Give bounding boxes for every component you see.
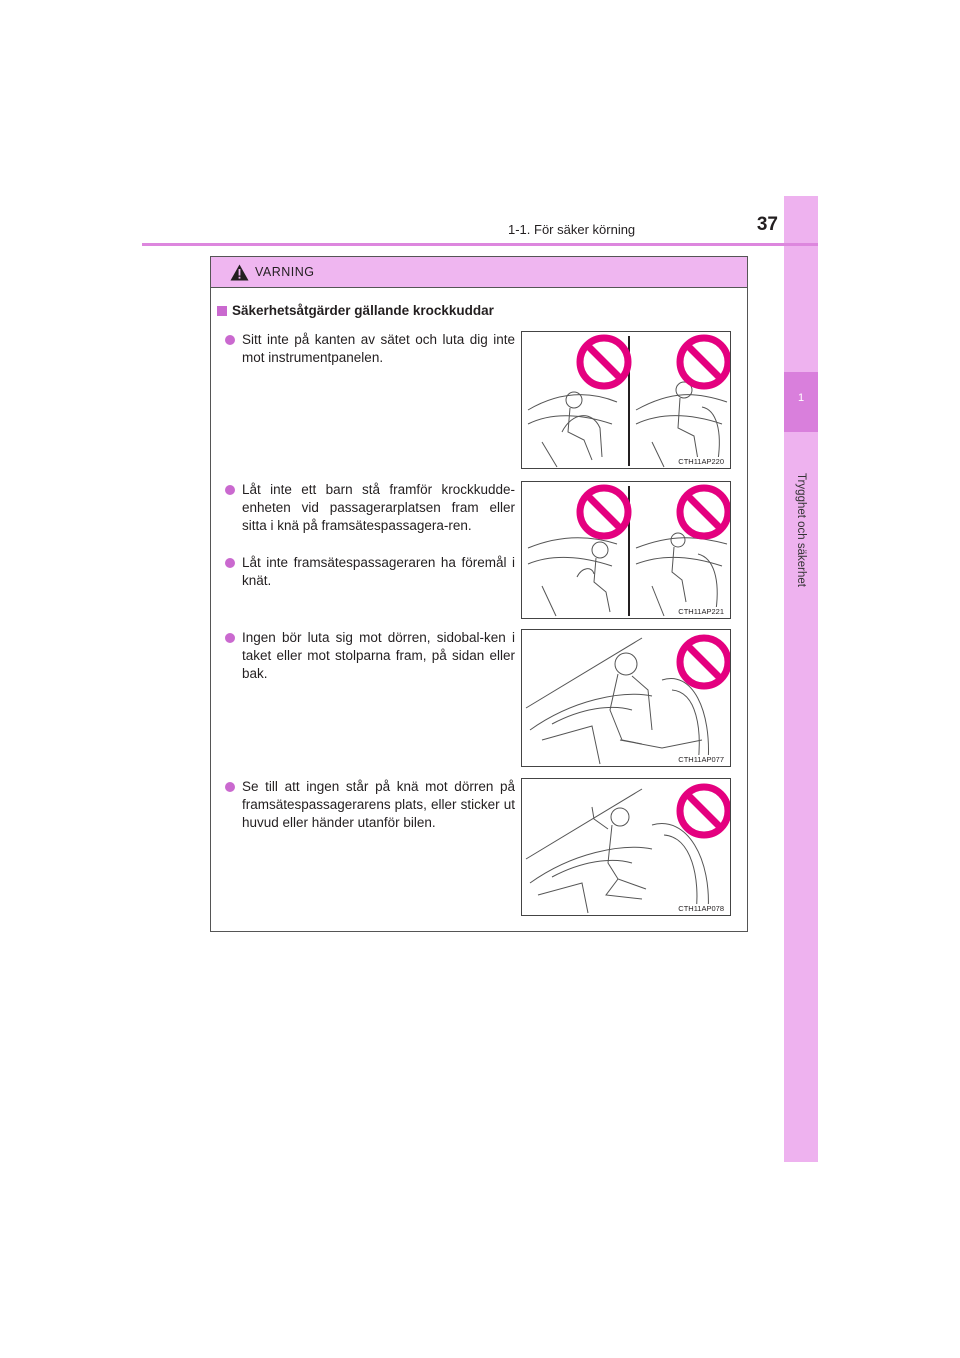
prohibition-icon bbox=[580, 488, 628, 536]
bullet-icon bbox=[225, 335, 235, 345]
illustration-code: CTH11AP220 bbox=[678, 457, 724, 466]
prohibition-icon bbox=[680, 638, 728, 686]
warning-label: VARNING bbox=[255, 265, 315, 279]
illustration-code: CTH11AP077 bbox=[678, 755, 724, 764]
list-item: Sitt inte på kanten av sätet och luta dig inte mot instrumentpanelen. bbox=[225, 331, 515, 367]
list-item: Låt inte framsätespassageraren ha föremål i knät. bbox=[225, 554, 515, 590]
bullet-icon bbox=[225, 633, 235, 643]
list-item: Låt inte ett barn stå framför krockkudde-enheten vid passagerarplatsen fram eller sitta i knä på framsätespassagera-ren. bbox=[225, 481, 515, 535]
warning-header bbox=[211, 257, 747, 288]
bullet-icon bbox=[225, 558, 235, 568]
chapter-label: Trygghet och säkerhet bbox=[795, 473, 807, 587]
warning-triangle-icon bbox=[230, 264, 249, 281]
list-item: Ingen bör luta sig mot dörren, sidobal-ken i taket eller mot stolparna fram, på sidan eller bak. bbox=[225, 629, 515, 683]
illustration-leaning-door bbox=[521, 629, 731, 767]
square-bullet-icon bbox=[217, 306, 227, 316]
illustration-leaning-dashboard bbox=[521, 331, 731, 469]
header-rule bbox=[142, 243, 818, 246]
page-number: 37 bbox=[756, 214, 778, 235]
warning-section-title: Säkerhetsåtgärder gällande krockkuddar bbox=[217, 303, 494, 318]
illustration-code: CTH11AP078 bbox=[678, 904, 724, 913]
illustration-child-airbag bbox=[521, 481, 731, 619]
prohibition-icon bbox=[680, 787, 728, 835]
chapter-sidebar bbox=[784, 196, 818, 1162]
bullet-icon bbox=[225, 782, 235, 792]
prohibition-icon bbox=[680, 338, 728, 386]
list-item: Se till att ingen står på knä mot dörren på framsätespassagerarens plats, eller sticker ut huvud eller händer utanför bilen. bbox=[225, 778, 515, 832]
prohibition-icon bbox=[680, 488, 728, 536]
illustration-code: CTH11AP221 bbox=[678, 607, 724, 616]
prohibition-icon bbox=[580, 338, 628, 386]
illustration-kneeling-door bbox=[521, 778, 731, 916]
section-heading: 1-1. För säker körning bbox=[508, 222, 636, 237]
warning-box bbox=[210, 256, 748, 932]
chapter-number: 1 bbox=[797, 392, 805, 404]
bullet-icon bbox=[225, 485, 235, 495]
